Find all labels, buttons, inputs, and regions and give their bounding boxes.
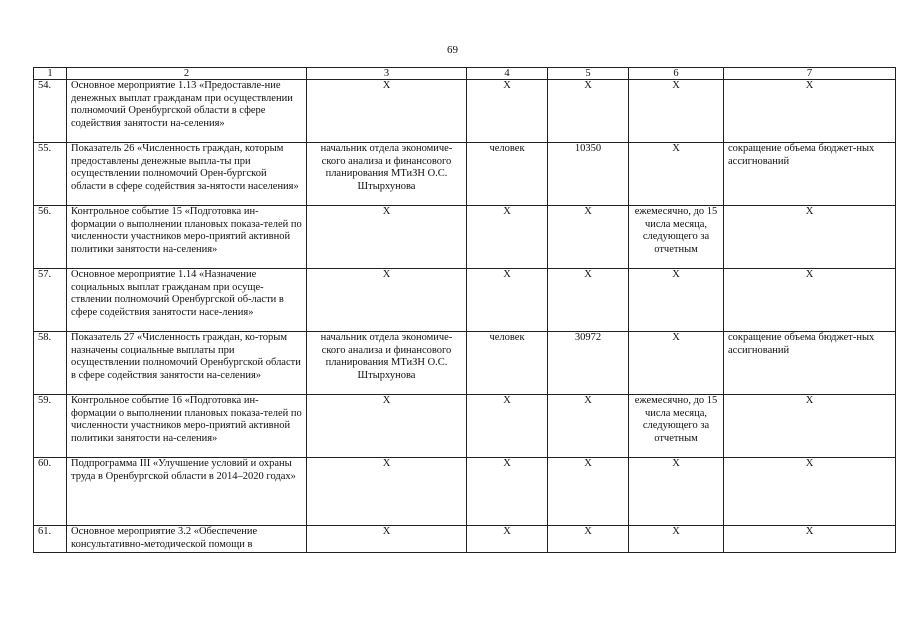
responsible-cell: X [307, 395, 467, 458]
unit-cell: X [467, 458, 548, 526]
deadline-cell: X [629, 526, 724, 553]
row-description: Контрольное событие 16 «Подготовка ин-формации о выполнении плановых показа-телей по численности участников меро-приятий активной политики занятости на-селения» [67, 395, 307, 458]
unit-cell: X [467, 80, 548, 143]
table-row [34, 332, 896, 395]
value-cell: 10350 [548, 143, 629, 206]
column-header: 7 [724, 68, 896, 80]
unit-cell: X [467, 269, 548, 332]
row-number: 60. [34, 458, 67, 526]
table-row [34, 80, 896, 143]
value-cell: X [548, 269, 629, 332]
deadline-cell: X [629, 458, 724, 526]
value-cell: X [548, 395, 629, 458]
program-table [33, 67, 896, 553]
table-row [34, 269, 896, 332]
unit-cell: X [467, 206, 548, 269]
row-description: Контрольное событие 15 «Подготовка ин-формации о выполнении плановых показа-телей по численности участников меро-приятий активной политики занятости на-селения» [67, 206, 307, 269]
deadline-cell: X [629, 80, 724, 143]
note-cell: X [724, 458, 896, 526]
page-number: 69 [447, 44, 458, 56]
value-cell: 30972 [548, 332, 629, 395]
deadline-cell: X [629, 143, 724, 206]
column-header: 1 [34, 68, 67, 80]
column-header: 6 [629, 68, 724, 80]
deadline-text: ежемесячно, до 15 числа месяца, следующего за отчетным [634, 206, 718, 255]
unit-cell: человек [467, 143, 548, 206]
responsible-cell: X [307, 458, 467, 526]
note-cell: X [724, 80, 896, 143]
table-header-row [34, 68, 896, 80]
column-header: 5 [548, 68, 629, 80]
table-row [34, 143, 896, 206]
responsible-cell: X [307, 269, 467, 332]
row-number: 59. [34, 395, 67, 458]
note-cell: сокращение объема бюджет-ных ассигнований [724, 143, 896, 206]
responsible-cell: начальник отдела экономиче-ского анализа и финансового планирования МТиЗН О.С. Штырхунова [307, 143, 467, 206]
unit-cell: X [467, 526, 548, 553]
note-cell: X [724, 395, 896, 458]
column-header: 4 [467, 68, 548, 80]
note-cell: сокращение объема бюджет-ных ассигнований [724, 332, 896, 395]
value-cell: X [548, 526, 629, 553]
responsible-cell: начальник отдела экономиче-ского анализа и финансового планирования МТиЗН О.С. Штырхунова [307, 332, 467, 395]
row-description: Показатель 27 «Численность граждан, ко-торым назначены социальные выплаты при осуществлении полномочий Оренбургской области в сфере содействия занятости на-селения» [67, 332, 307, 395]
table-row [34, 458, 896, 526]
unit-cell: X [467, 395, 548, 458]
deadline-cell [629, 206, 724, 269]
responsible-cell: X [307, 206, 467, 269]
responsible-cell: X [307, 80, 467, 143]
deadline-text: ежемесячно, до 15 числа месяца, следующего за отчетным [634, 395, 718, 444]
row-number: 56. [34, 206, 67, 269]
table-row [34, 526, 896, 553]
value-cell: X [548, 206, 629, 269]
responsible-cell: X [307, 526, 467, 553]
note-cell: X [724, 269, 896, 332]
unit-cell: человек [467, 332, 548, 395]
row-number: 54. [34, 80, 67, 143]
row-description: Показатель 26 «Численность граждан, которым предоставлены денежные выпла-ты при осуществлении полномочий Орен-бургской области в сфере содействия за-нятости населения» [67, 143, 307, 206]
row-number: 61. [34, 526, 67, 553]
value-cell: X [548, 458, 629, 526]
deadline-cell [629, 395, 724, 458]
row-description: Основное мероприятие 3.2 «Обеспечение консультативно-методической помощи в [67, 526, 307, 553]
deadline-cell: X [629, 269, 724, 332]
value-cell: X [548, 80, 629, 143]
table-row [34, 206, 896, 269]
column-header: 3 [307, 68, 467, 80]
row-description: Подпрограмма III «Улучшение условий и охраны труда в Оренбургской области в 2014–2020 годах» [67, 458, 307, 526]
row-description: Основное мероприятие 1.13 «Предоставле-ние денежных выплат гражданам при осуществлении полномочий Оренбургской области в сфере содействия занятости на-селения» [67, 80, 307, 143]
note-cell: X [724, 206, 896, 269]
deadline-cell: X [629, 332, 724, 395]
table-row [34, 395, 896, 458]
row-number: 57. [34, 269, 67, 332]
row-number: 55. [34, 143, 67, 206]
row-number: 58. [34, 332, 67, 395]
column-header: 2 [67, 68, 307, 80]
row-description: Основное мероприятие 1.14 «Назначение социальных выплат гражданам при осуще-ствлении полномочий Оренбургской об-ласти в сфере содействия занятости насе-ления» [67, 269, 307, 332]
note-cell: X [724, 526, 896, 553]
